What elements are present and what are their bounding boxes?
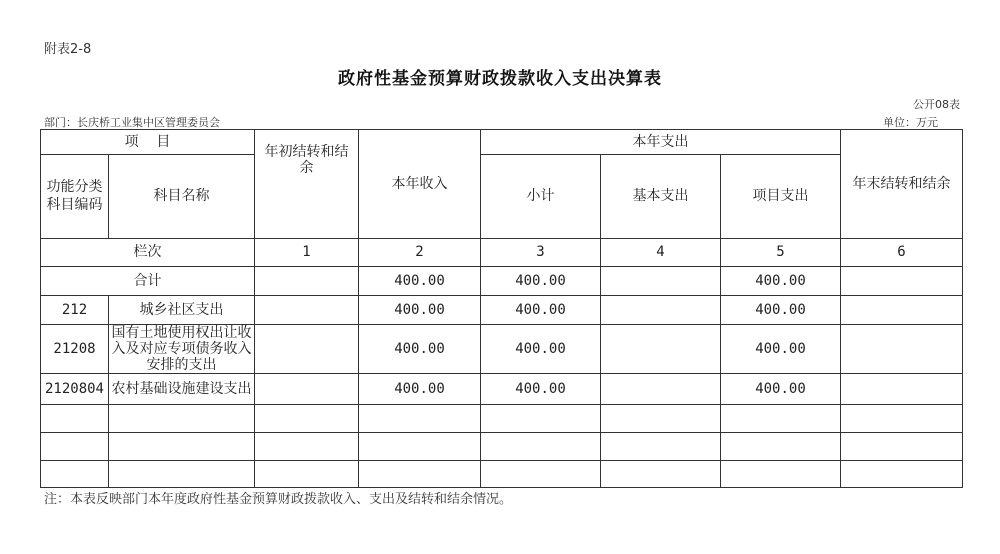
- row-end-balance: [841, 296, 963, 325]
- row-basic: [601, 374, 721, 405]
- header-row-2: [41, 155, 963, 239]
- row-income: 400.00: [359, 325, 481, 374]
- header-project-expense: 项目支出: [721, 155, 841, 239]
- header-current-expense: 本年支出: [481, 130, 841, 155]
- budget-table: [40, 129, 963, 488]
- empty-cell: [359, 461, 481, 488]
- header-subtotal: 小计: [481, 155, 601, 239]
- column-index-row: [41, 239, 963, 267]
- row-income: 400.00: [359, 374, 481, 405]
- column-index-3: 3: [481, 239, 601, 267]
- row-end-balance: [841, 325, 963, 374]
- column-index-4: 4: [601, 239, 721, 267]
- header-subject-name: 科目名称: [109, 155, 255, 239]
- column-index-5: 5: [721, 239, 841, 267]
- total-subtotal: 400.00: [481, 267, 601, 296]
- row-end-balance: [841, 374, 963, 405]
- form-number: 公开08表: [913, 98, 960, 111]
- total-row: [41, 267, 963, 296]
- empty-cell: [481, 405, 601, 433]
- total-begin-balance: [255, 267, 359, 296]
- row-begin-balance: [255, 374, 359, 405]
- empty-row: [41, 405, 963, 433]
- empty-cell: [359, 433, 481, 461]
- row-basic: [601, 325, 721, 374]
- empty-cell: [841, 405, 963, 433]
- row-project: 400.00: [721, 296, 841, 325]
- empty-cell: [359, 405, 481, 433]
- row-subtotal: 400.00: [481, 325, 601, 374]
- header-begin-balance: 年初结转和结余: [255, 130, 359, 239]
- footnote: 注：本表反映部门本年度政府性基金预算财政拨款收入、支出及结转和结余情况。: [44, 492, 513, 507]
- empty-cell: [601, 461, 721, 488]
- empty-row: [41, 433, 963, 461]
- column-index-label: 栏次: [41, 239, 255, 267]
- header-end-balance: 年末结转和结余: [841, 130, 963, 239]
- row-begin-balance: [255, 325, 359, 374]
- row-basic: [601, 296, 721, 325]
- row-subtotal: 400.00: [481, 374, 601, 405]
- empty-cell: [721, 461, 841, 488]
- header-project: 项 目: [41, 130, 255, 155]
- empty-cell: [841, 461, 963, 488]
- row-name: 国有土地使用权出让收入及对应专项债务收入安排的支出: [109, 325, 255, 374]
- row-begin-balance: [255, 296, 359, 325]
- column-index-2: 2: [359, 239, 481, 267]
- attachment-label: 附表2-8: [44, 42, 92, 57]
- empty-cell: [721, 405, 841, 433]
- empty-cell: [41, 405, 109, 433]
- empty-cell: [481, 433, 601, 461]
- empty-cell: [41, 461, 109, 488]
- empty-cell: [109, 461, 255, 488]
- total-basic: [601, 267, 721, 296]
- row-code: 2120804: [41, 374, 109, 405]
- header-row-1: [41, 130, 963, 155]
- page-title: 政府性基金预算财政拨款收入支出决算表: [338, 69, 662, 89]
- empty-cell: [41, 433, 109, 461]
- table-row: [41, 296, 963, 325]
- row-code: 212: [41, 296, 109, 325]
- empty-cell: [721, 433, 841, 461]
- header-func-code: 功能分类 科目编码: [41, 155, 109, 239]
- column-index-6: 6: [841, 239, 963, 267]
- header-basic-expense: 基本支出: [601, 155, 721, 239]
- header-current-income: 本年收入: [359, 130, 481, 239]
- empty-cell: [841, 433, 963, 461]
- table-row: [41, 325, 963, 374]
- total-label: 合计: [41, 267, 255, 296]
- empty-cell: [601, 405, 721, 433]
- column-index-1: 1: [255, 239, 359, 267]
- row-name: 城乡社区支出: [109, 296, 255, 325]
- row-subtotal: 400.00: [481, 296, 601, 325]
- total-income: 400.00: [359, 267, 481, 296]
- empty-cell: [481, 461, 601, 488]
- total-project: 400.00: [721, 267, 841, 296]
- row-name: 农村基础设施建设支出: [109, 374, 255, 405]
- row-code: 21208: [41, 325, 109, 374]
- empty-cell: [255, 461, 359, 488]
- unit-label: 单位：万元: [883, 116, 938, 129]
- empty-row: [41, 461, 963, 488]
- empty-cell: [601, 433, 721, 461]
- empty-cell: [109, 405, 255, 433]
- empty-cell: [109, 433, 255, 461]
- row-income: 400.00: [359, 296, 481, 325]
- total-end-balance: [841, 267, 963, 296]
- empty-cell: [255, 405, 359, 433]
- department-label: 部门：长庆桥工业集中区管理委员会: [44, 116, 220, 129]
- row-project: 400.00: [721, 325, 841, 374]
- row-project: 400.00: [721, 374, 841, 405]
- table-row: [41, 374, 963, 405]
- empty-cell: [255, 433, 359, 461]
